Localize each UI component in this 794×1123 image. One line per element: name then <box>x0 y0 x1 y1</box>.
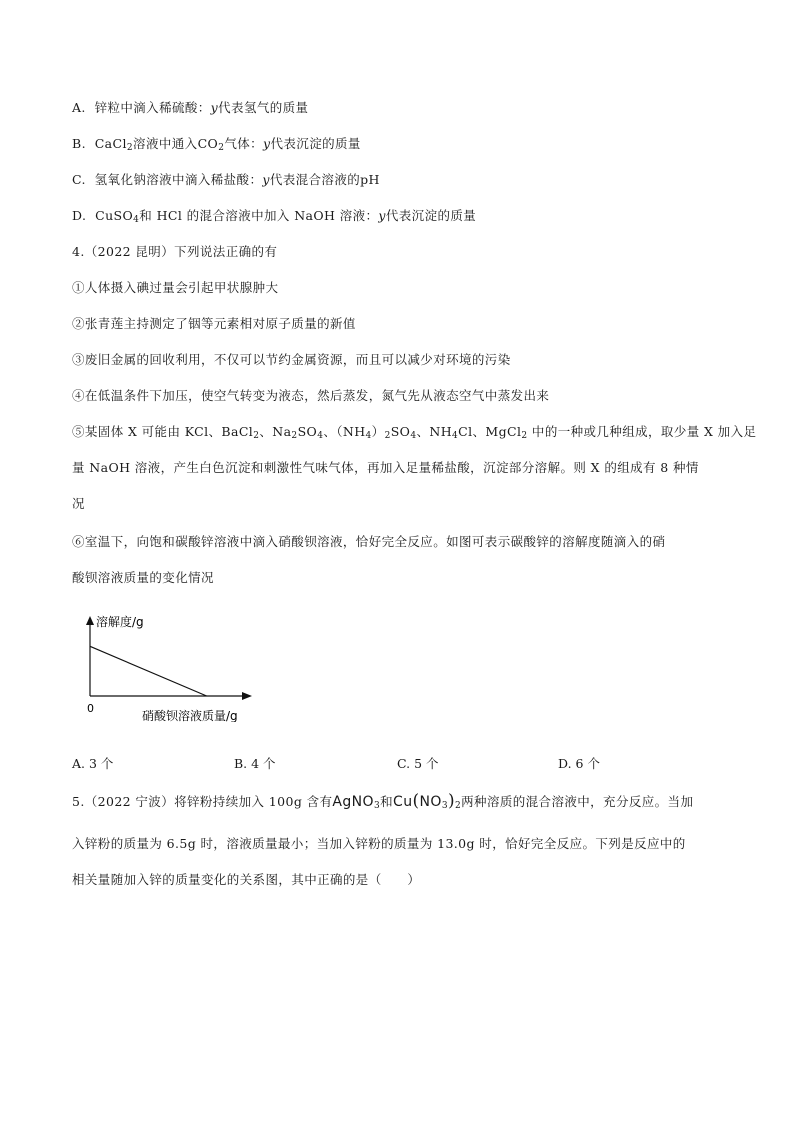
q4-option-a: A. 3 个 <box>72 756 114 771</box>
question-5-line-1: 5.（2022 宁波）将锌粉持续加入 100g 含有AgNO$_3$和$Cu(NO_3)_2$两种溶质的混合溶液中，充分反应。当加 <box>72 791 694 811</box>
y-axis-label: 溶解度/g <box>96 615 144 629</box>
option-b: B. CaCl$_2$溶液中通入$CO_2$气体：y代表沉淀的质量 <box>72 136 361 153</box>
question-5-line-2: 入锌粉的质量为 6.5g 时，溶液质量最小；当加入锌粉的质量为 13.0g 时，恰好完全反应。下列是反应中的 <box>72 836 686 851</box>
statement-1: ①人体摄入碘过量会引起甲状腺肿大 <box>72 280 279 295</box>
y-axis-arrow <box>86 616 94 625</box>
statement-2: ②张青莲主持测定了铟等元素相对原子质量的新值 <box>72 316 356 331</box>
x-axis-label: 硝酸钡溶液质量/g <box>142 709 238 722</box>
question-4-stem: 4.（2022 昆明）下列说法正确的有 <box>72 244 278 259</box>
q4-option-b: B. 4 个 <box>234 756 276 771</box>
statement-6-line-1: ⑥室温下，向饱和碳酸锌溶液中滴入硝酸钡溶液，恰好完全反应。如图可表示碳酸锌的溶解度随滴入的硝 <box>72 534 666 549</box>
q4-option-c: C. 5 个 <box>397 756 439 771</box>
chart-series <box>90 646 207 696</box>
option-c: C. 氢氧化钠溶液中滴入稀盐酸：y代表混合溶液的pH <box>72 172 380 187</box>
solubility-line <box>90 646 207 696</box>
solubility-chart <box>70 612 270 722</box>
statement-5-line-3: 况 <box>72 496 85 511</box>
x-axis-arrow <box>242 692 252 700</box>
q4-option-d: D. 6 个 <box>558 756 600 771</box>
statement-6-line-2: 酸钡溶液质量的变化情况 <box>72 570 214 585</box>
option-d: D. CuSO$_4$和 HCl 的混合溶液中加入 NaOH 溶液：y代表沉淀的质量 <box>72 208 477 225</box>
statement-4: ④在低温条件下加压，使空气转变为液态，然后蒸发，氮气先从液态空气中蒸发出来 <box>72 388 550 403</box>
statement-3: ③废旧金属的回收利用，不仅可以节约金属资源，而且可以减少对环境的污染 <box>72 352 511 367</box>
statement-5-line-2: 量 NaOH 溶液，产生白色沉淀和刺激性气味气体，再加入足量稀盐酸，沉淀部分溶解。则 X 的组成有 8 种情 <box>72 460 699 475</box>
option-a: A. 锌粒中滴入稀硫酸：y代表氢气的质量 <box>72 100 309 115</box>
origin-label: 0 <box>87 702 94 715</box>
question-5-line-3: 相关量随加入锌的质量变化的关系图，其中正确的是（ ） <box>72 872 421 887</box>
statement-5-line-1: ⑤某固体 X 可能由 KCl、BaCl$_2$、$Na_2SO_4$、$(NH_4)_2SO_4$、$NH_4Cl$、MgCl$_2$ 中的一种或几种组成，取少量 X 加入足 <box>72 424 757 441</box>
